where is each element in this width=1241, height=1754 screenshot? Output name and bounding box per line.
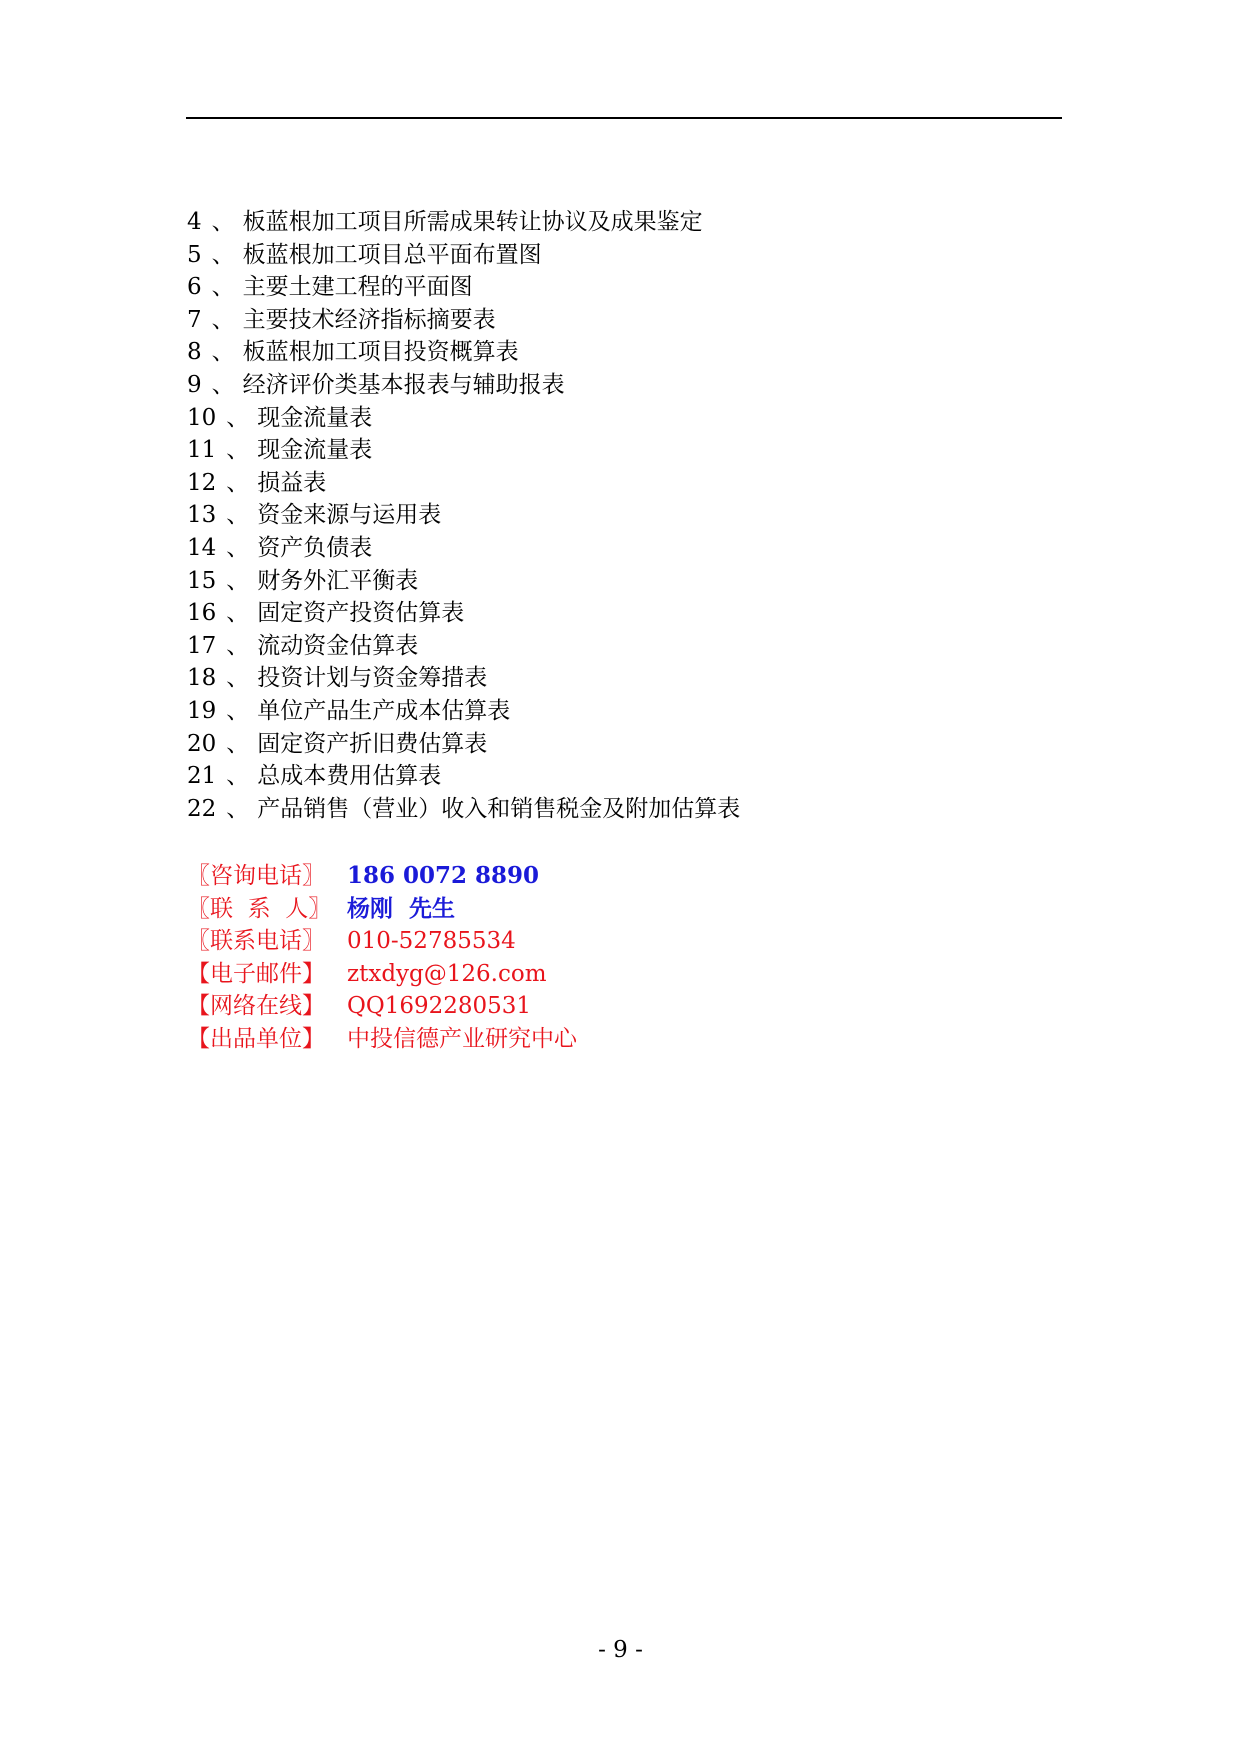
contact-online-row bbox=[187, 990, 577, 1023]
item-text: 资产负债表 bbox=[257, 534, 373, 561]
item-text: 投资计划与资金筹措表 bbox=[257, 665, 488, 692]
list-item bbox=[187, 597, 740, 630]
item-text: 总成本费用估算表 bbox=[257, 763, 442, 790]
list-item bbox=[187, 695, 740, 728]
item-separator: 、 bbox=[226, 404, 250, 431]
item-text: 现金流量表 bbox=[257, 404, 373, 431]
item-text: 板蓝根加工项目投资概算表 bbox=[242, 339, 519, 366]
item-separator: 、 bbox=[211, 306, 235, 333]
header-rule bbox=[186, 117, 1062, 119]
item-separator: 、 bbox=[226, 763, 250, 790]
list-item bbox=[187, 630, 740, 663]
item-text: 经济评价类基本报表与辅助报表 bbox=[242, 371, 565, 398]
item-number: 5 bbox=[187, 241, 202, 268]
item-text: 现金流量表 bbox=[257, 437, 373, 464]
item-separator: 、 bbox=[226, 534, 250, 561]
item-text: 固定资产投资估算表 bbox=[257, 600, 465, 627]
item-separator: 、 bbox=[211, 274, 235, 301]
contact-person-row bbox=[187, 893, 577, 926]
contact-person-label: 〖联 系 人〗 bbox=[187, 895, 332, 922]
item-separator: 、 bbox=[211, 241, 235, 268]
contact-online-label: 【网络在线】 bbox=[187, 993, 325, 1020]
item-separator: 、 bbox=[211, 371, 235, 398]
item-number: 16 bbox=[187, 600, 217, 627]
list-item bbox=[187, 206, 740, 239]
item-text: 板蓝根加工项目所需成果转让协议及成果鉴定 bbox=[242, 209, 703, 235]
contact-phone-label: 〖咨询电话〗 bbox=[187, 863, 325, 889]
item-separator: 、 bbox=[226, 795, 250, 822]
item-separator: 、 bbox=[226, 502, 250, 529]
item-number: 4 bbox=[187, 209, 202, 235]
item-number: 15 bbox=[187, 567, 217, 594]
contact-person-value: 杨刚 先生 bbox=[347, 894, 456, 922]
list-item bbox=[187, 304, 740, 337]
item-number: 21 bbox=[187, 763, 217, 790]
item-number: 6 bbox=[187, 274, 202, 301]
contact-tel-label: 〖联系电话〗 bbox=[187, 928, 325, 955]
item-separator: 、 bbox=[211, 339, 235, 366]
contact-email-label: 【电子邮件】 bbox=[187, 960, 325, 987]
item-number: 19 bbox=[187, 697, 217, 724]
item-text: 产品销售（营业）收入和销售税金及附加估算表 bbox=[257, 795, 741, 822]
list-item bbox=[187, 565, 740, 598]
item-number: 7 bbox=[187, 306, 202, 333]
item-number: 13 bbox=[187, 502, 217, 529]
item-text: 资金来源与运用表 bbox=[257, 502, 442, 529]
list-item bbox=[187, 369, 740, 402]
item-separator: 、 bbox=[211, 209, 235, 235]
item-separator: 、 bbox=[226, 567, 250, 594]
list-item bbox=[187, 728, 740, 761]
list-item bbox=[187, 434, 740, 467]
contact-tel-value: 010-52785534 bbox=[347, 928, 516, 955]
item-number: 22 bbox=[187, 795, 217, 822]
item-number: 11 bbox=[187, 437, 217, 464]
item-separator: 、 bbox=[226, 600, 250, 627]
item-separator: 、 bbox=[226, 730, 250, 757]
item-text: 板蓝根加工项目总平面布置图 bbox=[242, 241, 542, 268]
contact-phone-value: 186 0072 8890 bbox=[347, 862, 540, 889]
contact-email-value[interactable]: ztxdyg@126.com bbox=[347, 960, 547, 987]
list-item bbox=[187, 336, 740, 369]
item-number: 12 bbox=[187, 469, 217, 496]
list-item bbox=[187, 239, 740, 272]
list-item bbox=[187, 271, 740, 304]
item-separator: 、 bbox=[226, 632, 250, 659]
item-text: 单位产品生产成本估算表 bbox=[257, 697, 511, 724]
item-number: 8 bbox=[187, 339, 202, 366]
list-item bbox=[187, 662, 740, 695]
item-separator: 、 bbox=[226, 665, 250, 692]
item-number: 20 bbox=[187, 730, 217, 757]
list-item bbox=[187, 760, 740, 793]
list-item bbox=[187, 532, 740, 565]
item-text: 财务外汇平衡表 bbox=[257, 567, 419, 594]
item-number: 18 bbox=[187, 665, 217, 692]
contact-publisher-label: 【出品单位】 bbox=[187, 1025, 325, 1052]
item-separator: 、 bbox=[226, 697, 250, 724]
page-number: - 9 - bbox=[598, 1637, 643, 1663]
list-item bbox=[187, 402, 740, 435]
item-separator: 、 bbox=[226, 437, 250, 464]
item-text: 损益表 bbox=[257, 469, 327, 496]
appendix-list bbox=[187, 206, 740, 825]
item-separator: 、 bbox=[226, 469, 250, 496]
item-text: 主要土建工程的平面图 bbox=[242, 274, 473, 301]
contact-publisher-row bbox=[187, 1023, 577, 1056]
contact-publisher-value: 中投信德产业研究中心 bbox=[347, 1025, 577, 1052]
contact-phone-row bbox=[187, 860, 577, 893]
item-text: 流动资金估算表 bbox=[257, 632, 419, 659]
item-text: 固定资产折旧费估算表 bbox=[257, 730, 488, 757]
item-number: 9 bbox=[187, 371, 202, 398]
item-number: 17 bbox=[187, 632, 217, 659]
list-item bbox=[187, 793, 740, 826]
contact-block bbox=[187, 860, 577, 1056]
list-item bbox=[187, 467, 740, 500]
item-text: 主要技术经济指标摘要表 bbox=[242, 306, 496, 333]
list-item bbox=[187, 499, 740, 532]
contact-email-row bbox=[187, 958, 577, 991]
contact-tel-row bbox=[187, 925, 577, 958]
contact-online-value: QQ1692280531 bbox=[347, 993, 532, 1020]
item-number: 10 bbox=[187, 404, 217, 431]
item-number: 14 bbox=[187, 534, 217, 561]
